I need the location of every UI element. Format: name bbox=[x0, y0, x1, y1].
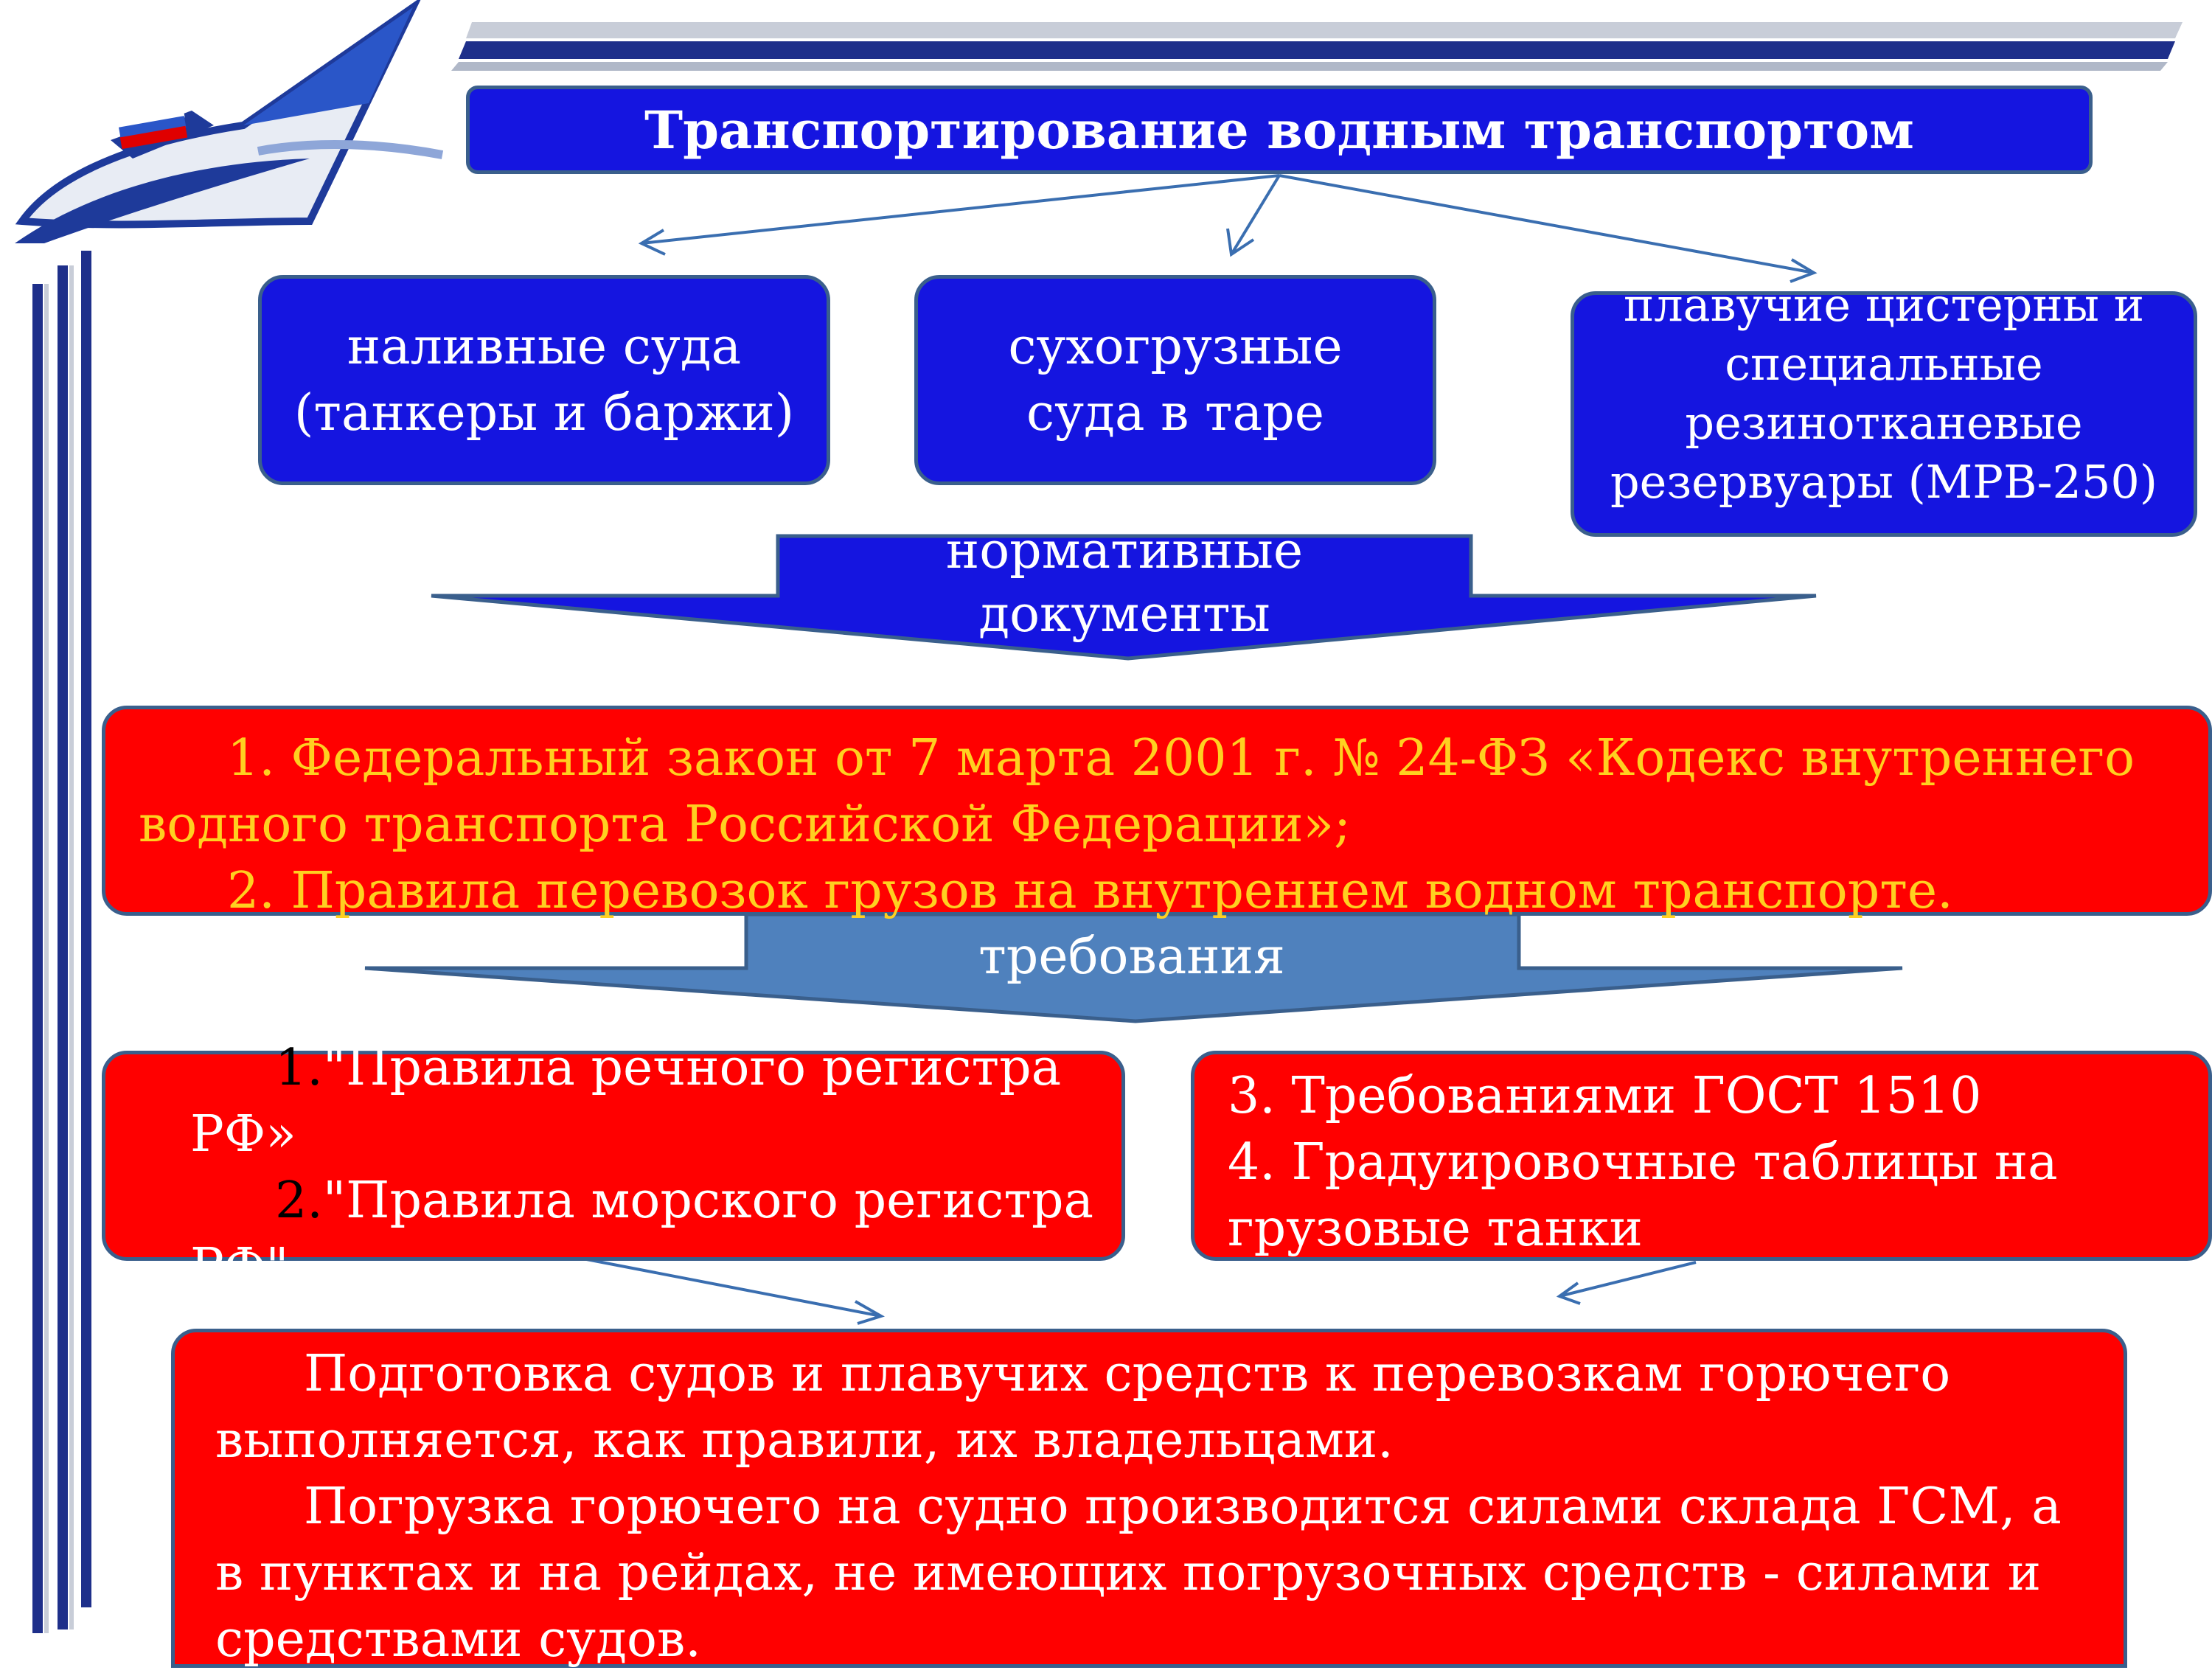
page-title: Транспортирование водным транспортом bbox=[466, 86, 2093, 174]
conclusion-paragraph-1: Подготовка судов и плавучих средств к перевозкам горючего выполняется, как правили, их владельцами. bbox=[215, 1345, 1951, 1469]
requirements-label: требования bbox=[978, 928, 1285, 986]
requirement-tables: 4. Градуировочные таблицы на грузовые танки bbox=[1228, 1133, 2058, 1258]
register-item-num: 1. bbox=[275, 1039, 323, 1097]
normative-docs-box bbox=[102, 706, 2212, 920]
vessel-type-dry-cargo bbox=[914, 275, 1436, 485]
conclusion-box bbox=[171, 1329, 2127, 1668]
side-stripes bbox=[32, 251, 91, 1633]
title-connectors bbox=[641, 175, 1814, 282]
vessel-type-label: сухогрузные суда в таре bbox=[1008, 317, 1343, 442]
register-item-num: 2. bbox=[275, 1172, 323, 1230]
vessel-type-floating-tanks bbox=[1571, 278, 2197, 537]
register-item-text: "Правила речного регистра РФ» bbox=[190, 1039, 1062, 1164]
requirements-left-box bbox=[102, 1039, 1125, 1296]
register-item-text: "Правила морского регистра РФ" bbox=[190, 1172, 1094, 1296]
normative-doc-1: 1. Федеральный закон от 7 марта 2001 г. № 24-ФЗ «Кодекс внутреннего водного транспорта Российской Федерации»; bbox=[139, 729, 2135, 854]
header-stripes bbox=[451, 22, 2183, 71]
requirements-right-box bbox=[1191, 1051, 2212, 1261]
conclusion-paragraph-2: Погрузка горючего на судно производится силами склада ГСМ, а в пунктах и на рейдах, не имеющих погрузочных средств - силами и средствами судов. bbox=[215, 1478, 2062, 1669]
normative-doc-2: 2. Правила перевозок грузов на внутреннем водном транспорте. bbox=[227, 862, 1953, 920]
normative-label: нормативные документы bbox=[945, 522, 1304, 644]
vessel-type-label: плавучие цистерны и специальные резинотканевые резервуары (МРВ-250) bbox=[1610, 278, 2158, 509]
vessel-type-tankers bbox=[258, 275, 830, 485]
vessel-type-label: наливные суда (танкеры и баржи) bbox=[293, 317, 795, 442]
logo-plane-icon bbox=[15, 7, 442, 243]
requirement-gost: 3. Требованиями ГОСТ 1510 bbox=[1228, 1067, 1982, 1125]
